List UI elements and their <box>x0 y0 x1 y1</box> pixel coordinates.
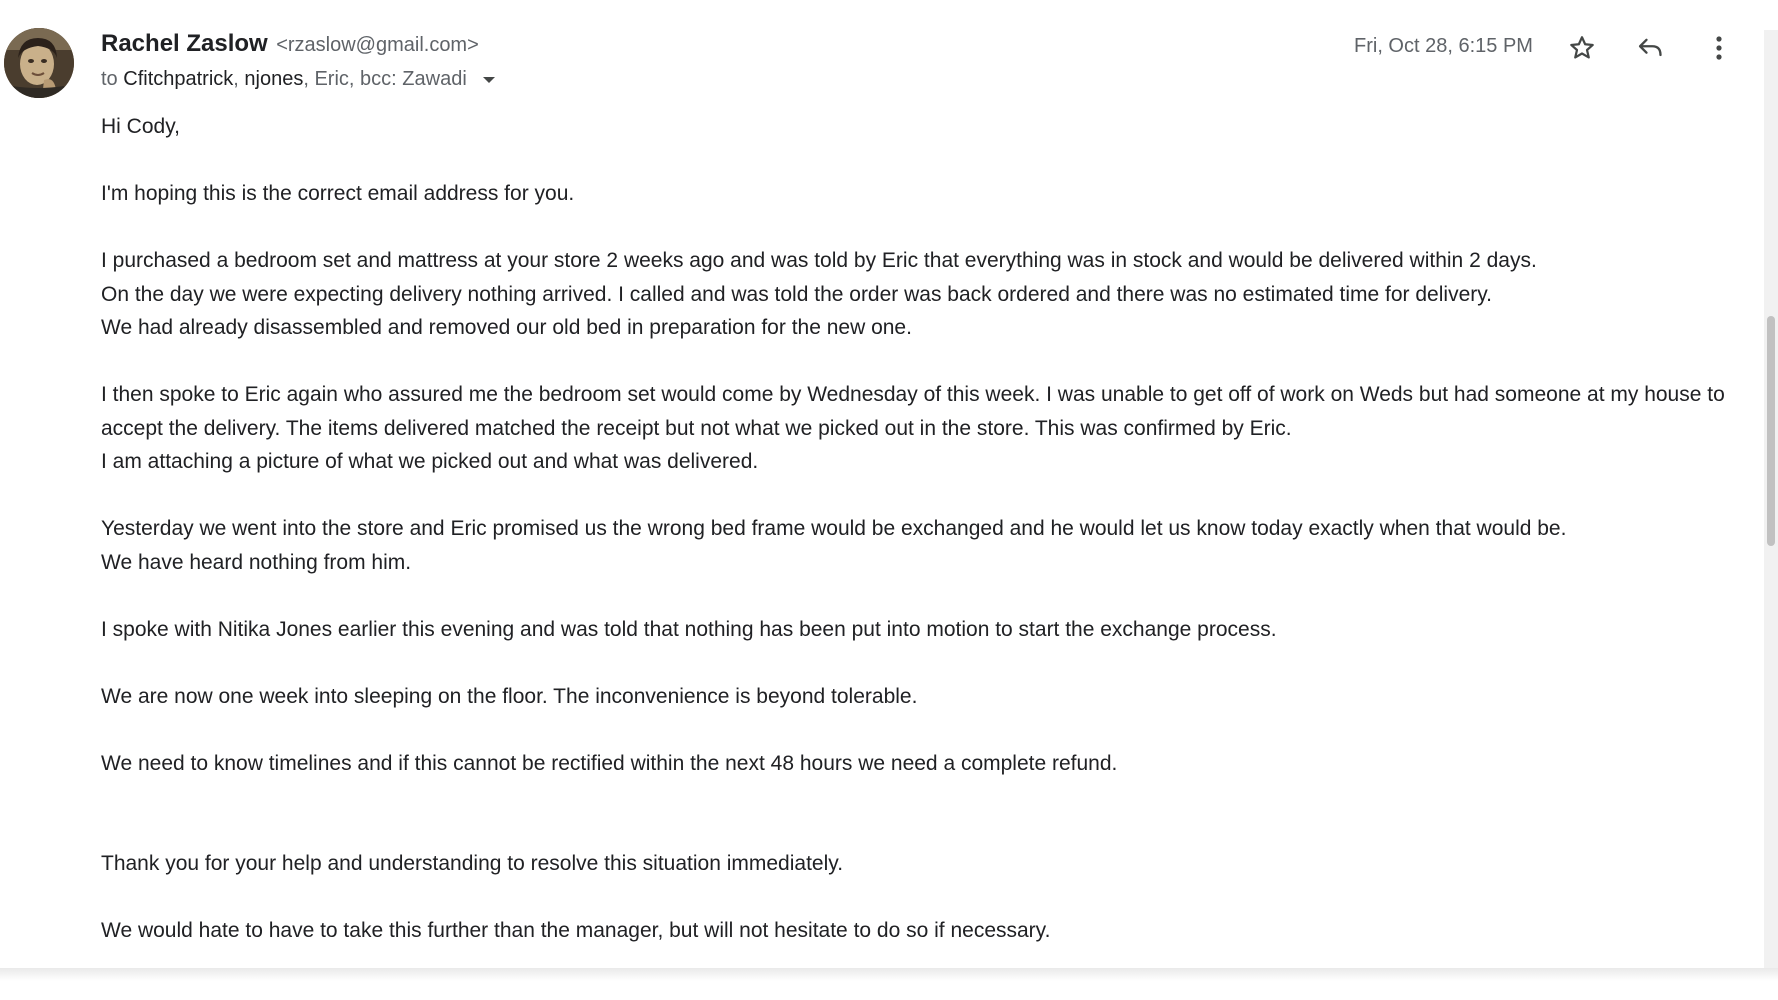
message-date: Fri, Oct 28, 6:15 PM <box>1354 35 1533 57</box>
bottom-edge-shadow <box>0 968 1778 1000</box>
recipients-line: to Cfitchpatrick, njones, Eric, bcc: Zawadi <box>101 68 496 91</box>
sender-name[interactable]: Rachel Zaslow <box>101 30 268 57</box>
email-body <box>101 110 1741 981</box>
sender-avatar[interactable] <box>4 28 74 98</box>
body-paragraph: Thank you for your help and understanding to resolve this situation immediately. <box>101 852 844 875</box>
recipient-name[interactable]: Cfitchpatrick <box>123 68 234 90</box>
sender-email[interactable]: <rzaslow@gmail.com> <box>276 34 479 56</box>
more-options-button[interactable] <box>1697 26 1741 70</box>
recipient-name[interactable]: Eric <box>314 68 349 90</box>
body-paragraph: We would hate to have to take this further than the manager, but will not hesitate to do so if necessary. <box>101 919 1051 942</box>
more-vertical-icon <box>1707 34 1731 62</box>
body-paragraph: I purchased a bedroom set and mattress at your store 2 weeks ago and was told by Eric that everything was in stock and would be delivered within 2 days. On the day we were expecting delivery nothing arrived. I called and was told the order was back ordered and there was no estimated time for delivery. We had already disassembled and removed our old bed in preparation for the new one. <box>101 249 1537 339</box>
bcc-label: bcc: <box>360 68 397 90</box>
avatar-photo <box>4 28 74 98</box>
sender-line <box>101 30 479 64</box>
reply-icon <box>1636 34 1664 62</box>
body-paragraph: I then spoke to Eric again who assured me the bedroom set would come by Wednesday of this week. I was unable to get off of work on Weds but had someone at my house to accept the delivery. The items delivered matched the receipt but not what we picked out in the store. This was confirmed by Eric. I am attaching a picture of what we picked out and what was delivered. <box>101 383 1725 473</box>
body-paragraph: Hi Cody, <box>101 115 180 138</box>
bcc-recipient-name[interactable]: Zawadi <box>402 68 467 90</box>
star-button[interactable] <box>1560 26 1604 70</box>
scrollbar-thumb[interactable] <box>1767 316 1775 546</box>
body-paragraph: We are now one week into sleeping on the floor. The inconvenience is beyond tolerable. <box>101 684 918 708</box>
body-paragraph: We need to know timelines and if this cannot be rectified within the next 48 hours we need a complete refund. <box>101 751 1118 775</box>
chevron-down-icon[interactable] <box>482 67 496 90</box>
reply-button[interactable] <box>1628 26 1672 70</box>
vertical-scrollbar[interactable] <box>1764 30 1778 968</box>
recipients-prefix: to <box>101 68 118 90</box>
recipient-name[interactable]: njones <box>244 68 304 90</box>
star-outline-icon <box>1568 34 1596 62</box>
body-paragraph: Yesterday we went into the store and Eric promised us the wrong bed frame would be exchanged and he would let us know today exactly when that would be. We have heard nothing from him. <box>101 517 1567 574</box>
body-paragraph: I spoke with Nitika Jones earlier this evening and was told that nothing has been put into motion to start the exchange process. <box>101 617 1277 641</box>
body-paragraph: I'm hoping this is the correct email address for you. <box>101 182 575 205</box>
